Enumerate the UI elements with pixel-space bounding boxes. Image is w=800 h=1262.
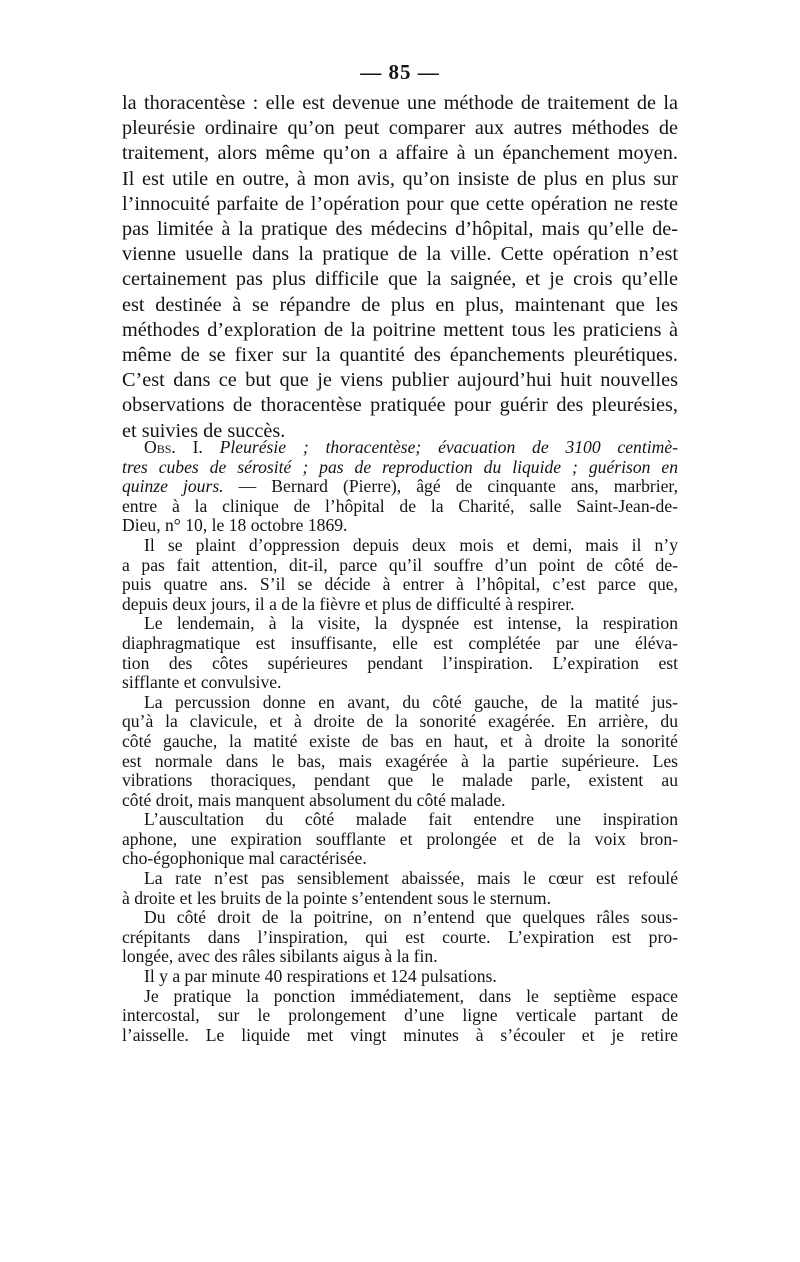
text-line: puis quatre ans. S’il se décide à entrer à l’hôpital, c’est parce que,	[122, 574, 678, 595]
text-line: côté gauche, la matité existe de bas en haut, et à droite la sonorité	[122, 730, 678, 751]
text-line: pas limitée à la pratique des médecins d’hôpital, mais qu’elle de-	[122, 218, 678, 241]
page-number: — 85 —	[360, 60, 440, 84]
text-line: cho-égophonique mal caractérisée.	[122, 848, 367, 869]
text-line: C’est dans ce but que je viens publier aujourd’hui huit nouvelles	[122, 369, 678, 392]
text-line	[122, 477, 678, 497]
text-line: entre à la clinique de l’hôpital de la Charité, salle Saint-Jean-de-	[122, 495, 678, 516]
text-line: méthodes d’exploration de la poitrine mettent tous les praticiens à	[122, 318, 678, 341]
text-line: Il y a par minute 40 respirations et 124 pulsations.	[144, 966, 497, 987]
text-line: côté droit, mais manquent absolument du côté malade.	[122, 789, 506, 810]
text-line: depuis deux jours, il a de la fièvre et plus de difficulté à respirer.	[122, 593, 575, 614]
observation-heading	[122, 438, 678, 458]
text-line: sifflante et convulsive.	[122, 672, 282, 693]
text-line: a pas fait attention, dit-il, parce qu’il souffre d’un point de côté de-	[122, 554, 678, 575]
text-line: tion des côtes supérieures pendant l’inspiration. L’expiration est	[122, 652, 678, 673]
text-line: aphone, une expiration soufflante et prolongée et de la voix bron-	[122, 828, 678, 849]
text-line: observations de thoracentèse pratiquée pour guérir des pleurésies,	[122, 394, 678, 417]
patient-intro: — Bernard (Pierre), âgé de cinquante ans, marbrier,	[223, 476, 678, 497]
text-line: même de se fixer sur la quantité des épanchements pleurétiques.	[122, 344, 678, 367]
text-line: Il se plaint d’oppression depuis deux mois et demi, mais il n’y	[144, 534, 678, 555]
text-line: Du côté droit de la poitrine, on n’entend que quelques râles sous-	[144, 907, 678, 928]
text-line: est normale dans le bas, mais exagérée à la partie supérieure. Les	[122, 750, 678, 771]
text-line: est destinée à se répandre de plus en plus, maintenant que les	[122, 293, 678, 316]
text-line: vibrations thoraciques, pendant que le malade parle, existent au	[122, 770, 678, 791]
text-line: La rate n’est pas sensiblement abaissée, mais le cœur est refoulé	[144, 868, 678, 889]
text-line: traitement, alors même qu’on a affaire à un épanchement moyen.	[122, 142, 678, 165]
text-line	[122, 458, 678, 478]
text-line: intercostal, sur le prolongement d’une ligne verticale partant de	[122, 1005, 678, 1026]
text-line: l’aisselle. Le liquide met vingt minutes à s’écouler et je retire	[122, 1024, 678, 1045]
text-line: L’auscultation du côté malade fait entendre une inspiration	[144, 809, 678, 830]
text-line: vienne usuelle dans la pratique de la ville. Cette opération n’est	[122, 243, 678, 266]
text-line: crépitants dans l’inspiration, qui est courte. L’expiration est pro-	[122, 926, 678, 947]
text-line: pleurésie ordinaire qu’on peut comparer aux autres méthodes de	[122, 117, 678, 140]
observation-title: Pleurésie ; thoracentèse; évacuation de 3100 centimè-	[219, 437, 678, 457]
text-line: diaphragmatique est insuffisante, elle est complétée par une éléva-	[122, 632, 678, 653]
intro-paragraph	[122, 91, 678, 444]
text-line: l’innocuité parfaite de l’opération pour que cette opération ne reste	[122, 192, 678, 215]
text-line: certainement pas plus difficile que la saignée, et je crois qu’elle	[122, 268, 678, 291]
text-line: à droite et les bruits de la pointe s’entendent sous le sternum.	[122, 887, 551, 908]
text-line: longée, avec des râles sibilants aigus à la fin.	[122, 946, 438, 967]
text-line: Le lendemain, à la visite, la dyspnée est intense, la respiration	[144, 613, 678, 634]
observation-label: Obs. I.	[144, 437, 203, 457]
text-line: Dieu, n° 10, le 18 octobre 1869.	[122, 515, 348, 536]
observation-title-end: quinze jours.	[122, 476, 224, 497]
text-line: la thoracentèse : elle est devenue une méthode de traitement de la	[122, 92, 678, 114]
text-line: Il est utile en outre, à mon avis, qu’on insiste de plus en plus sur	[122, 167, 678, 190]
observation-section	[122, 438, 678, 1045]
text-line: et suivies de succès.	[122, 419, 286, 442]
text-line: Je pratique la ponction immédiatement, dans le septième espace	[144, 985, 678, 1006]
text-line: qu’à la clavicule, et à droite de la sonorité exagérée. En arrière, du	[122, 711, 678, 732]
observation-title-cont: tres cubes de sérosité ; pas de reproduction du liquide ; guérison en	[122, 456, 678, 477]
text-line: La percussion donne en avant, du côté gauche, de la matité jus-	[144, 691, 678, 712]
